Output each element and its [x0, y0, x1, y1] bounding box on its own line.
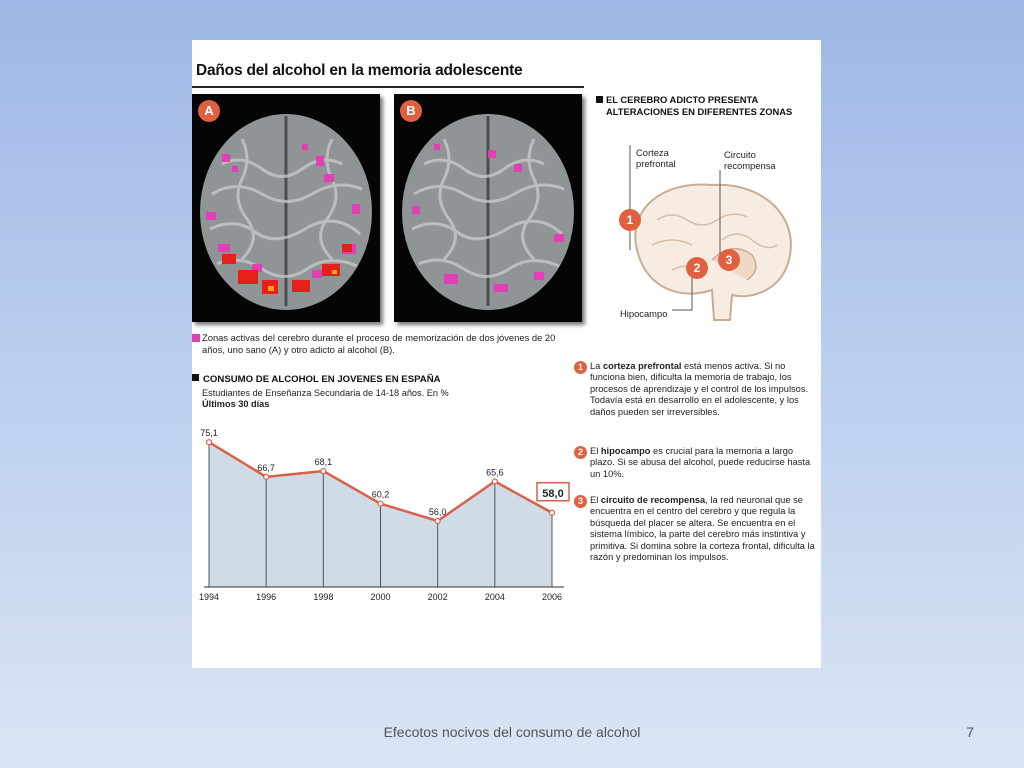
diagram-marker-2-label: 2 — [693, 261, 701, 275]
label-corteza-prefrontal: Corteza prefrontal — [636, 147, 676, 169]
infographic-title: Daños del alcohol en la memoria adolescente — [196, 62, 523, 79]
note-2-pre: El — [590, 446, 601, 456]
chart-point-2000 — [378, 501, 383, 506]
label-hipocampo: Hipocampo — [620, 308, 668, 319]
chart-value-label-2004: 65,6 — [486, 467, 504, 478]
chart-point-2006 — [550, 510, 555, 515]
brain-scan-b-image — [394, 94, 582, 322]
brain-b-badge: B — [400, 100, 422, 122]
brain-a-badge: A — [198, 100, 220, 122]
chart-x-tick-2006: 2006 — [541, 592, 563, 602]
note-1-bold: corteza prefrontal — [602, 361, 682, 371]
chart-value-label-1996: 66,7 — [257, 462, 275, 473]
infographic-panel — [192, 40, 821, 668]
label-circuito-recompensa: Circuito recompensa — [724, 149, 776, 171]
scan-caption-text: Zonas activas del cerebro durante el proceso de memorización de dos jóvenes de 20 años, uno sano (A) y otro adicto al alcohol (B). — [202, 332, 556, 355]
note-1-number: 1 — [574, 361, 587, 374]
chart-x-tick-1998: 1998 — [313, 592, 334, 602]
chart-subtitle-period: Últimos 30 días — [202, 399, 270, 409]
chart-point-1998 — [321, 469, 326, 474]
chart-x-tick-2000: 2000 — [370, 592, 391, 602]
chart-x-tick-1994: 1994 — [198, 592, 220, 602]
chart-point-2004 — [492, 479, 497, 484]
chart-heading — [192, 374, 441, 386]
slide-number: 7 — [966, 724, 974, 740]
note-1-pre: La — [590, 361, 603, 371]
chart-value-label-2000: 60,2 — [371, 489, 390, 500]
note-3-pre: El — [590, 495, 601, 505]
brain-scan-a — [192, 94, 380, 322]
note-3-number: 3 — [574, 495, 587, 508]
chart-value-label-2006: 58,0 — [542, 487, 564, 500]
brain-scan-a-image — [192, 94, 380, 322]
diagram-marker-1-label: 1 — [626, 213, 634, 227]
note-3-text: , la red neuronal que se encuentra en el centro del cerebro y que regula la búsqueda del placer se altera. Se encuentra en el sistema límbico, la parte del cerebro más instintiva y primitiva. Si domina sobre la corteza frontal, dificulta la razón y predominan los impulsos. — [590, 495, 815, 563]
note-2-text: es crucial para la memoria a largo plazo. Si se abusa del alcohol, puede reducirse hasta un 10%. — [590, 446, 811, 479]
zones-heading — [606, 94, 806, 117]
brain-scan-b — [394, 94, 582, 322]
note-1-text: está menos activa. Si no funciona bien, dificulta la memoria de trabajo, los procesos de aprendizaje y el control de los impulsos. Todavía está en desarrollo en el adolescente, y los daños pueden ser irreversibles. — [590, 361, 809, 417]
chart-point-1996 — [264, 474, 269, 479]
chart-point-2002 — [435, 519, 440, 524]
note-2-bold: hipocampo — [600, 446, 651, 456]
note-2-number: 2 — [574, 446, 587, 459]
note-1 — [577, 361, 816, 418]
slide-footer: Efecotos nocivos del consumo de alcohol — [383, 724, 641, 740]
note-3-bold: circuito de recompensa — [600, 495, 706, 505]
active-zone-swatch — [192, 334, 200, 342]
scan-caption — [202, 332, 562, 356]
chart-heading-text: CONSUMO DE ALCOHOL EN JOVENES EN ESPAÑA — [203, 374, 441, 385]
chart-x-tick-1996: 1996 — [256, 592, 277, 602]
zones-heading-marker — [596, 96, 603, 103]
chart-x-tick-2002: 2002 — [427, 592, 448, 602]
note-2 — [577, 446, 816, 480]
chart-heading-marker — [192, 374, 199, 381]
chart-value-label-2002: 56,0 — [428, 507, 447, 517]
diagram-marker-3-label: 3 — [725, 253, 733, 267]
note-3 — [577, 495, 816, 563]
chart-value-label-1998: 68,1 — [314, 457, 333, 468]
chart-subtitle: Estudiantes de Enseñanza Secundaria de 14-18 años. En % — [202, 388, 449, 398]
title-rule — [192, 86, 584, 88]
chart-point-1994 — [207, 440, 212, 445]
chart-x-tick-2004: 2004 — [484, 592, 505, 602]
consumption-chart — [192, 412, 582, 612]
zones-heading-text: EL CEREBRO ADICTO PRESENTA ALTERACIONES EN DIFERENTES ZONAS — [606, 94, 793, 117]
chart-value-label-1994: 75,1 — [200, 428, 218, 439]
